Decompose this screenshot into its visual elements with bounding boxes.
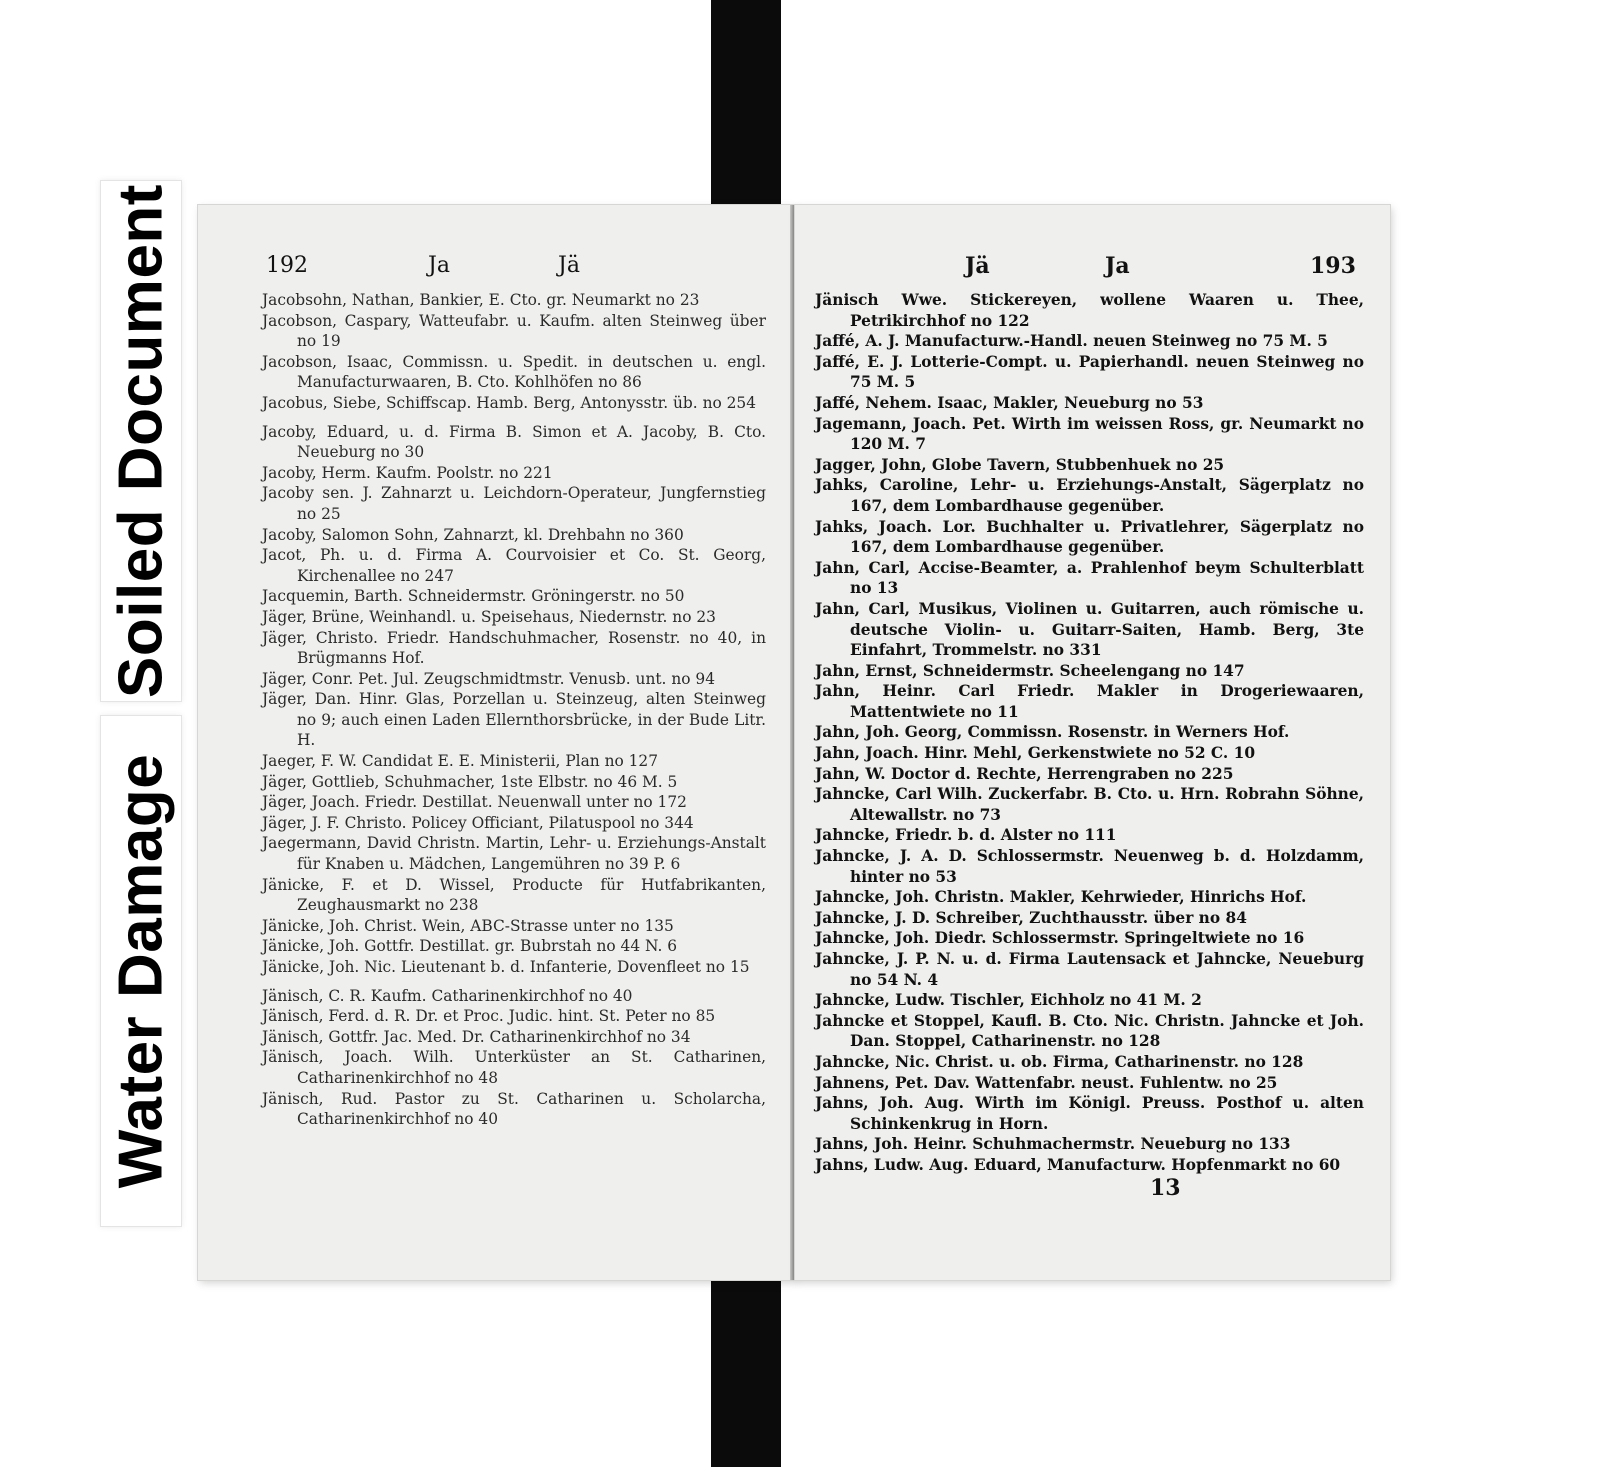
directory-entry: Jacobson, Caspary, Watteufabr. u. Kaufm. alten Steinweg über no 19	[262, 311, 766, 351]
directory-entry: Jahncke, J. D. Schreiber, Zuchthausstr. über no 84	[815, 908, 1247, 927]
directory-entry: Jahns, Ludw. Aug. Eduard, Manufacturw. Hopfenmarkt no 60	[815, 1155, 1341, 1174]
directory-entry: Jahncke et Stoppel, Kaufl. B. Cto. Nic. Christn. Jahncke et Joh. Dan. Stoppel, Catharinenstr. no 128	[815, 1011, 1364, 1051]
directory-entry: Jahn, W. Doctor d. Rechte, Herrengraben no 225	[815, 764, 1234, 783]
right-page-number: 193	[1310, 253, 1356, 279]
directory-entry: Jänisch, Rud. Pastor zu St. Catharinen u. Scholarcha, Catharinenkirchhof no 40	[262, 1089, 766, 1129]
directory-entry: Jänisch, C. R. Kaufm. Catharinenkirchhof no 40	[262, 986, 633, 1005]
directory-entry: Jacoby, Herm. Kaufm. Poolstr. no 221	[262, 463, 553, 482]
directory-entry: Jäger, Gottlieb, Schuhmacher, 1ste Elbstr. no 46 M. 5	[262, 772, 678, 791]
directory-entry: Jänicke, Joh. Nic. Lieutenant b. d. Infanterie, Dovenfleet no 15	[262, 958, 750, 976]
directory-entry: Jahncke, Joh. Christn. Makler, Kehrwieder, Hinrichs Hof.	[815, 888, 1307, 907]
directory-entry: Jaffé, E. J. Lotterie-Compt. u. Papierhandl. neuen Steinweg no 75 M. 5	[815, 352, 1364, 392]
right-header-word-1: Jä	[965, 253, 990, 279]
soiled-document-label-card	[100, 180, 182, 702]
soiled-document-label: Soiled Document	[106, 184, 176, 698]
directory-entry: Jaffé, Nehem. Isaac, Makler, Neueburg no 53	[815, 393, 1204, 412]
directory-entry: Jahncke, Carl Wilh. Zuckerfabr. B. Cto. u. Hrn. Robrahn Söhne, Altewallstr. no 73	[815, 785, 1364, 824]
directory-entry: Jacobsohn, Nathan, Bankier, E. Cto. gr. Neumarkt no 23	[262, 291, 700, 309]
directory-entry: Jahn, Carl, Accise-Beamter, a. Prahlenhof beym Schulterblatt no 13	[815, 558, 1364, 598]
directory-entry: Jacobus, Siebe, Schiffscap. Hamb. Berg, Antonysstr. üb. no 254	[262, 393, 757, 412]
left-entry-list	[262, 290, 766, 1130]
water-damage-label: Water Damage	[106, 753, 176, 1189]
directory-entry: Jäger, Brüne, Weinhandl. u. Speisehaus, Niedernstr. no 23	[262, 607, 716, 626]
directory-entry: Jacquemin, Barth. Schneidermstr. Gröningerstr. no 50	[262, 587, 685, 606]
signature-mark: 13	[1150, 1175, 1181, 1201]
right-page	[795, 205, 1390, 1280]
left-page	[198, 205, 796, 1280]
directory-entry: Jahncke, J. P. N. u. d. Firma Lautensack et Jahncke, Neueburg no 54 N. 4	[815, 950, 1364, 989]
right-entry-list	[815, 290, 1364, 1176]
directory-entry: Jahn, Ernst, Schneidermstr. Scheelengang no 147	[815, 661, 1245, 680]
binding-tape-top	[711, 0, 781, 215]
directory-entry: Jänicke, F. et D. Wissel, Producte für Hutfabrikanten, Zeughausmarkt no 238	[262, 875, 766, 915]
water-damage-label-card	[100, 715, 182, 1227]
left-header-word-1: Ja	[428, 253, 450, 278]
directory-entry: Jahns, Joh. Aug. Wirth im Königl. Preuss. Posthof u. alten Schinkenkrug in Horn.	[815, 1094, 1364, 1133]
directory-entry: Jahn, Carl, Musikus, Violinen u. Guitarren, auch römische u. deutsche Violin- u. Guitarr-Saiten, Hamb. Berg, 3te Einfahrt, Trommelstr. no 331	[815, 599, 1364, 660]
directory-entry: Jäger, Dan. Hinr. Glas, Porzellan u. Steinzeug, alten Steinweg no 9; auch einen Laden Ellernthorsbrücke, in der Bude Litr. H.	[262, 690, 766, 750]
directory-entry: Jagger, John, Globe Tavern, Stubbenhuek no 25	[815, 455, 1225, 474]
directory-entry: Jänisch Wwe. Stickereyen, wollene Waaren u. Thee, Petrikirchhof no 122	[815, 291, 1364, 330]
right-page-header	[855, 253, 1356, 283]
directory-entry: Jahn, Joh. Georg, Commissn. Rosenstr. in Werners Hof.	[815, 723, 1290, 742]
left-header-word-2: Jä	[558, 253, 580, 278]
binding-tape-bottom	[711, 1265, 781, 1467]
directory-entry: Jacoby, Salomon Sohn, Zahnarzt, kl. Drehbahn no 360	[262, 525, 684, 544]
directory-entry: Jänisch, Ferd. d. R. Dr. et Proc. Judic. hint. St. Peter no 85	[262, 1007, 716, 1026]
directory-entry: Jahncke, J. A. D. Schlossermstr. Neuenweg b. d. Holzdamm, hinter no 53	[815, 847, 1364, 886]
right-header-word-2: Ja	[1105, 253, 1130, 279]
directory-entry: Jaegermann, David Christn. Martin, Lehr- u. Erziehungs-Anstalt für Knaben u. Mädchen, Langemühren no 39 P. 6	[262, 834, 766, 874]
left-page-header	[258, 253, 756, 283]
directory-entry: Jahncke, Joh. Diedr. Schlossermstr. Springeltwiete no 16	[815, 929, 1305, 948]
directory-entry: Jaffé, A. J. Manufacturw.-Handl. neuen Steinweg no 75 M. 5	[815, 332, 1328, 351]
directory-entry: Jänisch, Gottfr. Jac. Med. Dr. Catharinenkirchhof no 34	[262, 1027, 691, 1046]
left-page-number: 192	[266, 253, 308, 278]
directory-entry: Jahnens, Pet. Dav. Wattenfabr. neust. Fuhlentw. no 25	[815, 1073, 1278, 1092]
directory-entry: Jahncke, Friedr. b. d. Alster no 111	[815, 826, 1117, 845]
directory-entry: Jänicke, Joh. Christ. Wein, ABC-Strasse unter no 135	[262, 916, 674, 935]
directory-entry: Jacot, Ph. u. d. Firma A. Courvoisier et Co. St. Georg, Kirchenallee no 247	[262, 546, 766, 585]
directory-entry: Jacobson, Isaac, Commissn. u. Spedit. in deutschen u. engl. Manufacturwaaren, B. Cto. Kohlhöfen no 86	[262, 352, 766, 392]
directory-entry: Jahks, Joach. Lor. Buchhalter u. Privatlehrer, Sägerplatz no 167, dem Lombardhause gegenüber.	[815, 517, 1364, 557]
directory-entry: Jahns, Joh. Heinr. Schuhmachermstr. Neueburg no 133	[815, 1135, 1291, 1154]
directory-entry: Jacoby, Eduard, u. d. Firma B. Simon et A. Jacoby, B. Cto. Neueburg no 30	[262, 422, 766, 462]
directory-entry: Jahncke, Ludw. Tischler, Eichholz no 41 M. 2	[815, 991, 1202, 1010]
directory-entry: Jacoby sen. J. Zahnarzt u. Leichdorn-Operateur, Jungfernstieg no 25	[262, 484, 766, 523]
directory-entry: Jaeger, F. W. Candidat E. E. Ministerii, Plan no 127	[262, 752, 659, 771]
directory-entry: Jahn, Joach. Hinr. Mehl, Gerkenstwiete no 52 C. 10	[815, 744, 1256, 763]
directory-entry: Jahn, Heinr. Carl Friedr. Makler in Drogeriewaaren, Mattentwiete no 11	[815, 682, 1364, 721]
directory-entry: Jäger, Joach. Friedr. Destillat. Neuenwall unter no 172	[262, 793, 687, 812]
directory-entry: Jäger, Conr. Pet. Jul. Zeugschmidtmstr. Venusb. unt. no 94	[262, 669, 715, 688]
directory-entry: Jänicke, Joh. Gottfr. Destillat. gr. Bubrstah no 44 N. 6	[262, 937, 678, 956]
directory-entry: Jäger, Christo. Friedr. Handschuhmacher, Rosenstr. no 40, in Brügmanns Hof.	[262, 628, 766, 668]
directory-entry: Jänisch, Joach. Wilh. Unterküster an St. Catharinen, Catharinenkirchhof no 48	[262, 1048, 766, 1087]
directory-entry: Jahks, Caroline, Lehr- u. Erziehungs-Anstalt, Sägerplatz no 167, dem Lombardhause gegenüber.	[815, 476, 1364, 515]
directory-entry: Jagemann, Joach. Pet. Wirth im weissen Ross, gr. Neumarkt no 120 M. 7	[815, 414, 1364, 454]
directory-entry: Jäger, J. F. Christo. Policey Officiant, Pilatuspool no 344	[262, 813, 694, 832]
directory-entry: Jahncke, Nic. Christ. u. ob. Firma, Catharinenstr. no 128	[815, 1052, 1304, 1071]
